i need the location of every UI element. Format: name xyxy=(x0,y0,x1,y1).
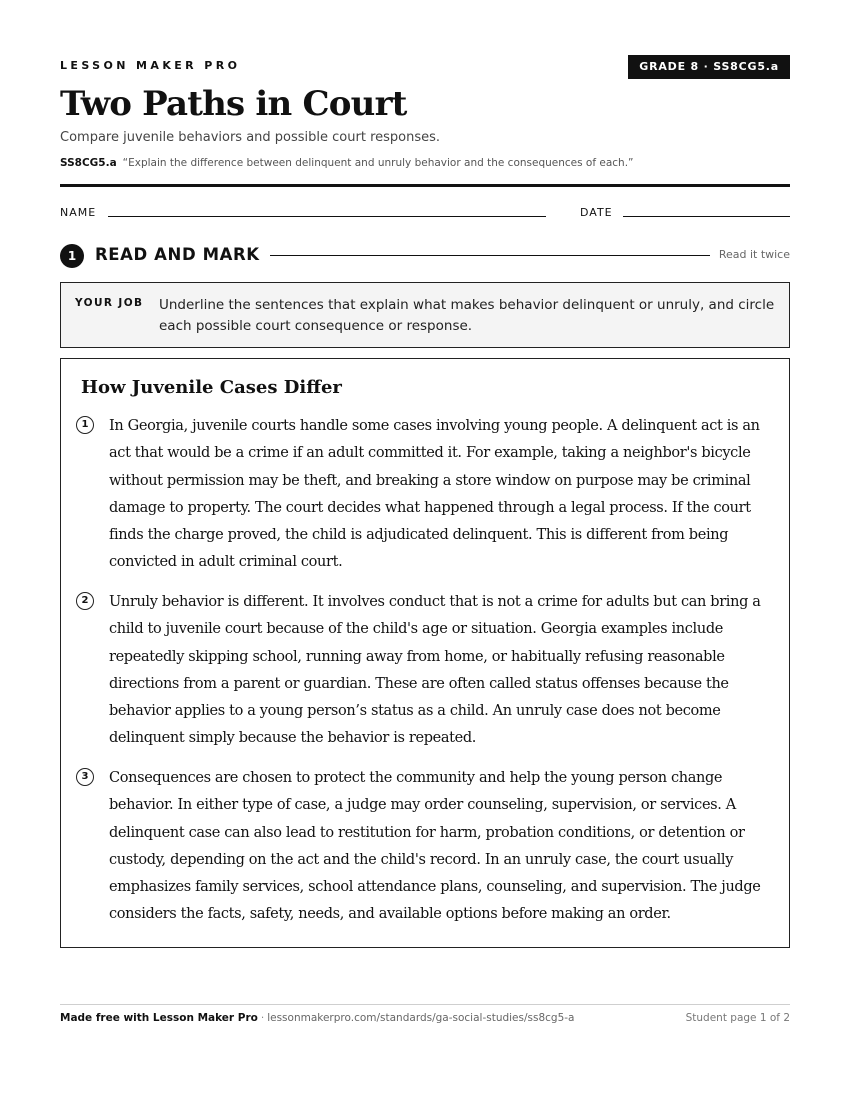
paragraph-text: Unruly behavior is different. It involves conduct that is not a crime for adults but can bring a child to juvenile court because of the child's age or situation. Georgia examples include repeatedly skipping school, running away from home, or habitually refusing reasonable directions from a parent or guardian. These are often called status offenses because the behavior applies to a young person’s status as a child. An unruly case does not become delinquent simply because the behavior is repeated. xyxy=(109,594,761,747)
footer-divider xyxy=(60,1004,790,1005)
footer-url[interactable]: lessonmakerpro.com/standards/ga-social-studies/ss8cg5-a xyxy=(267,1012,575,1024)
footer-credit xyxy=(60,1012,575,1024)
name-label: NAME xyxy=(60,206,97,219)
footer-separator: · xyxy=(260,1012,265,1024)
standard-text: “Explain the difference between delinquent and unruly behavior and the consequences of each.” xyxy=(122,157,634,169)
instructions-text: Underline the sentences that explain what makes behavior delinquent or unruly, and circle each possible court consequence or response. xyxy=(159,297,775,334)
footer-brand: Made free with Lesson Maker Pro xyxy=(60,1012,258,1024)
reading-passage xyxy=(60,358,790,948)
instructions-box xyxy=(60,282,790,348)
name-field-line[interactable] xyxy=(108,216,546,217)
header-divider xyxy=(60,184,790,187)
section-note: Read it twice xyxy=(718,248,790,261)
page-title: Two Paths in Court xyxy=(60,84,407,124)
instructions-label: YOUR JOB xyxy=(75,297,144,309)
brand-name: LESSON MAKER PRO xyxy=(60,59,241,72)
paragraph-text: Consequences are chosen to protect the community and help the young person change behavior. In either type of case, a judge may order counseling, supervision, or services. A delinquent case can also lead to restitution for harm, probation conditions, or detention or custody, depending on the act and the child's record. In an unruly case, the court usually emphasizes family services, school attendance plans, counseling, and supervision. The judge considers the facts, safety, needs, and available options before making an order. xyxy=(109,770,761,923)
reading-title: How Juvenile Cases Differ xyxy=(81,377,342,398)
paragraph-marker: 1 xyxy=(76,416,94,434)
paragraph-marker: 2 xyxy=(76,592,94,610)
standard-line xyxy=(60,157,634,169)
page-number: Student page 1 of 2 xyxy=(685,1012,790,1024)
section-title: READ AND MARK xyxy=(95,245,260,264)
paragraph-marker: 3 xyxy=(76,768,94,786)
date-label: DATE xyxy=(580,206,613,219)
page-subtitle: Compare juvenile behaviors and possible court responses. xyxy=(60,130,441,145)
grade-badge: GRADE 8 · SS8CG5.a xyxy=(628,55,790,79)
paragraph-text: In Georgia, juvenile courts handle some cases involving young people. A delinquent act is an act that would be a crime if an adult committed it. For example, taking a neighbor's bicycle without permission may be theft, and breaking a store window on purpose may be criminal damage to property. The court decides what happened through a legal process. If the court finds the charge proved, the child is adjudicated delinquent. This is different from being convicted in adult criminal court. xyxy=(109,418,760,571)
section-number-badge: 1 xyxy=(60,244,84,268)
standard-code: SS8CG5.a xyxy=(60,157,117,169)
date-field-line[interactable] xyxy=(623,216,790,217)
section-divider xyxy=(270,255,710,256)
